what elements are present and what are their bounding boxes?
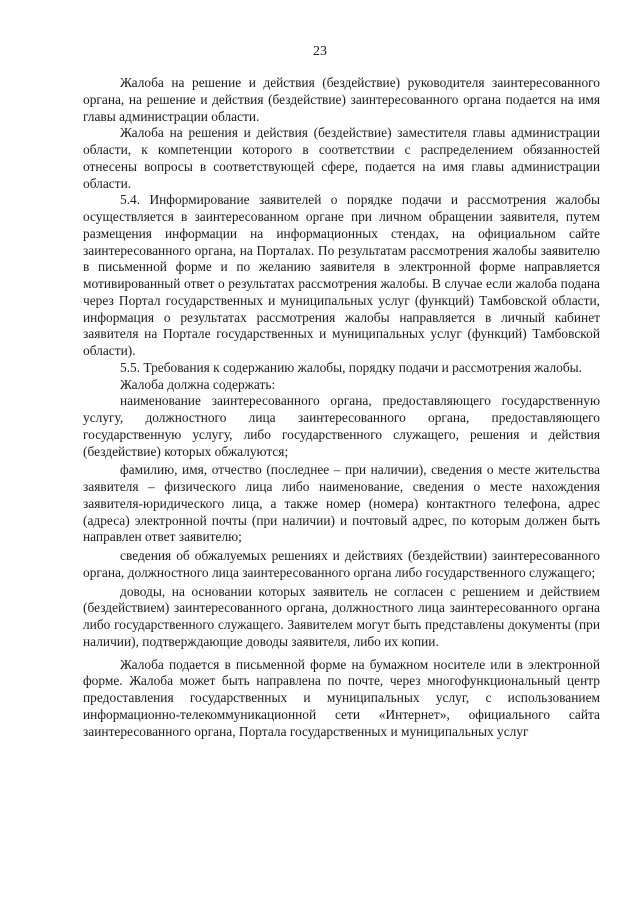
paragraph-item-arguments: доводы, на основании которых заявитель не согласен с решением и действием (бездействием) заинтересованного органа, должностного лица заинтересованного органа либо государственного служащего. Заявителем могут быть представлены документы (при наличии), подтверждающие доводы заявителя, либо их копии. bbox=[83, 583, 600, 649]
page-number: 23 bbox=[313, 44, 327, 59]
paragraph-must-contain: Жалоба должна содержать: bbox=[120, 376, 276, 392]
paragraph-item-decisions: сведения об обжалуемых решениях и действиях (бездействии) заинтересованного органа, должностного лица заинтересованного органа либо государственного служащего; bbox=[83, 548, 600, 580]
paragraph-item-fio: фамилию, имя, отчество (последнее – при наличии), сведения о месте жительства заявителя – физического лица либо наименование, сведения о месте нахождения заявителя-юридического лица, а также номер (номера) контактного телефона, адрес (адреса) электронной почты (при наличии) и почтовый адрес, по которым должен быть направлен ответ заявителю; bbox=[83, 462, 600, 545]
paragraph-section-5-5: 5.5. Требования к содержанию жалобы, порядку подачи и рассмотрения жалобы. bbox=[120, 359, 583, 375]
paragraph-complaint-deputy: Жалоба на решения и действия (бездействие) заместителя главы администрации области, к компетенции которого в соответствии с распределением обязанностей отнесены вопросы в соответствующей сфере, подается на имя главы администрации области. bbox=[83, 125, 600, 191]
paragraph-complaint-head: Жалоба на решение и действия (бездействие) руководителя заинтересованного органа, на решение и действия (бездействие) заинтересованного органа подается на имя главы администрации области. bbox=[83, 75, 600, 124]
paragraph-submission: Жалоба подается в письменной форме на бумажном носителе или в электронной форме. Жалоба может быть направлена по почте, через многофункциональный центр предоставления государственных и муниципальных услуг, с использованием информационно-телекоммуникационной сети «Интернет», официального сайта заинтересованного органа, Портала государственных и муниципальных услуг bbox=[83, 656, 600, 739]
paragraph-item-name: наименование заинтересованного органа, предоставляющего государственную услугу, должностного лица заинтересованного органа, предоставляющего государственную услугу, либо государственного служащего, решения и действия (бездействие) которых обжалуются; bbox=[83, 393, 600, 459]
document-body bbox=[83, 75, 600, 740]
paragraph-section-5-4: 5.4. Информирование заявителей о порядке подачи и рассмотрения жалобы осуществляется в заинтересованном органе при личном обращении заявителя, путем размещения информации на информационных стендах, на официальном сайте заинтересованного органа, на Порталах. По результатам рассмотрения жалобы заявителю в письменной форме и по желанию заявителя в электронной форме направляется мотивированный ответ о результатах рассмотрения жалобы. В случае если жалоба подана через Портал государственных и муниципальных услуг (функций) Тамбовской области, информация о результатах рассмотрения жалобы направляется в личный кабинет заявителя на Портале государственных и муниципальных услуг (функций) Тамбовской области). bbox=[83, 192, 600, 358]
